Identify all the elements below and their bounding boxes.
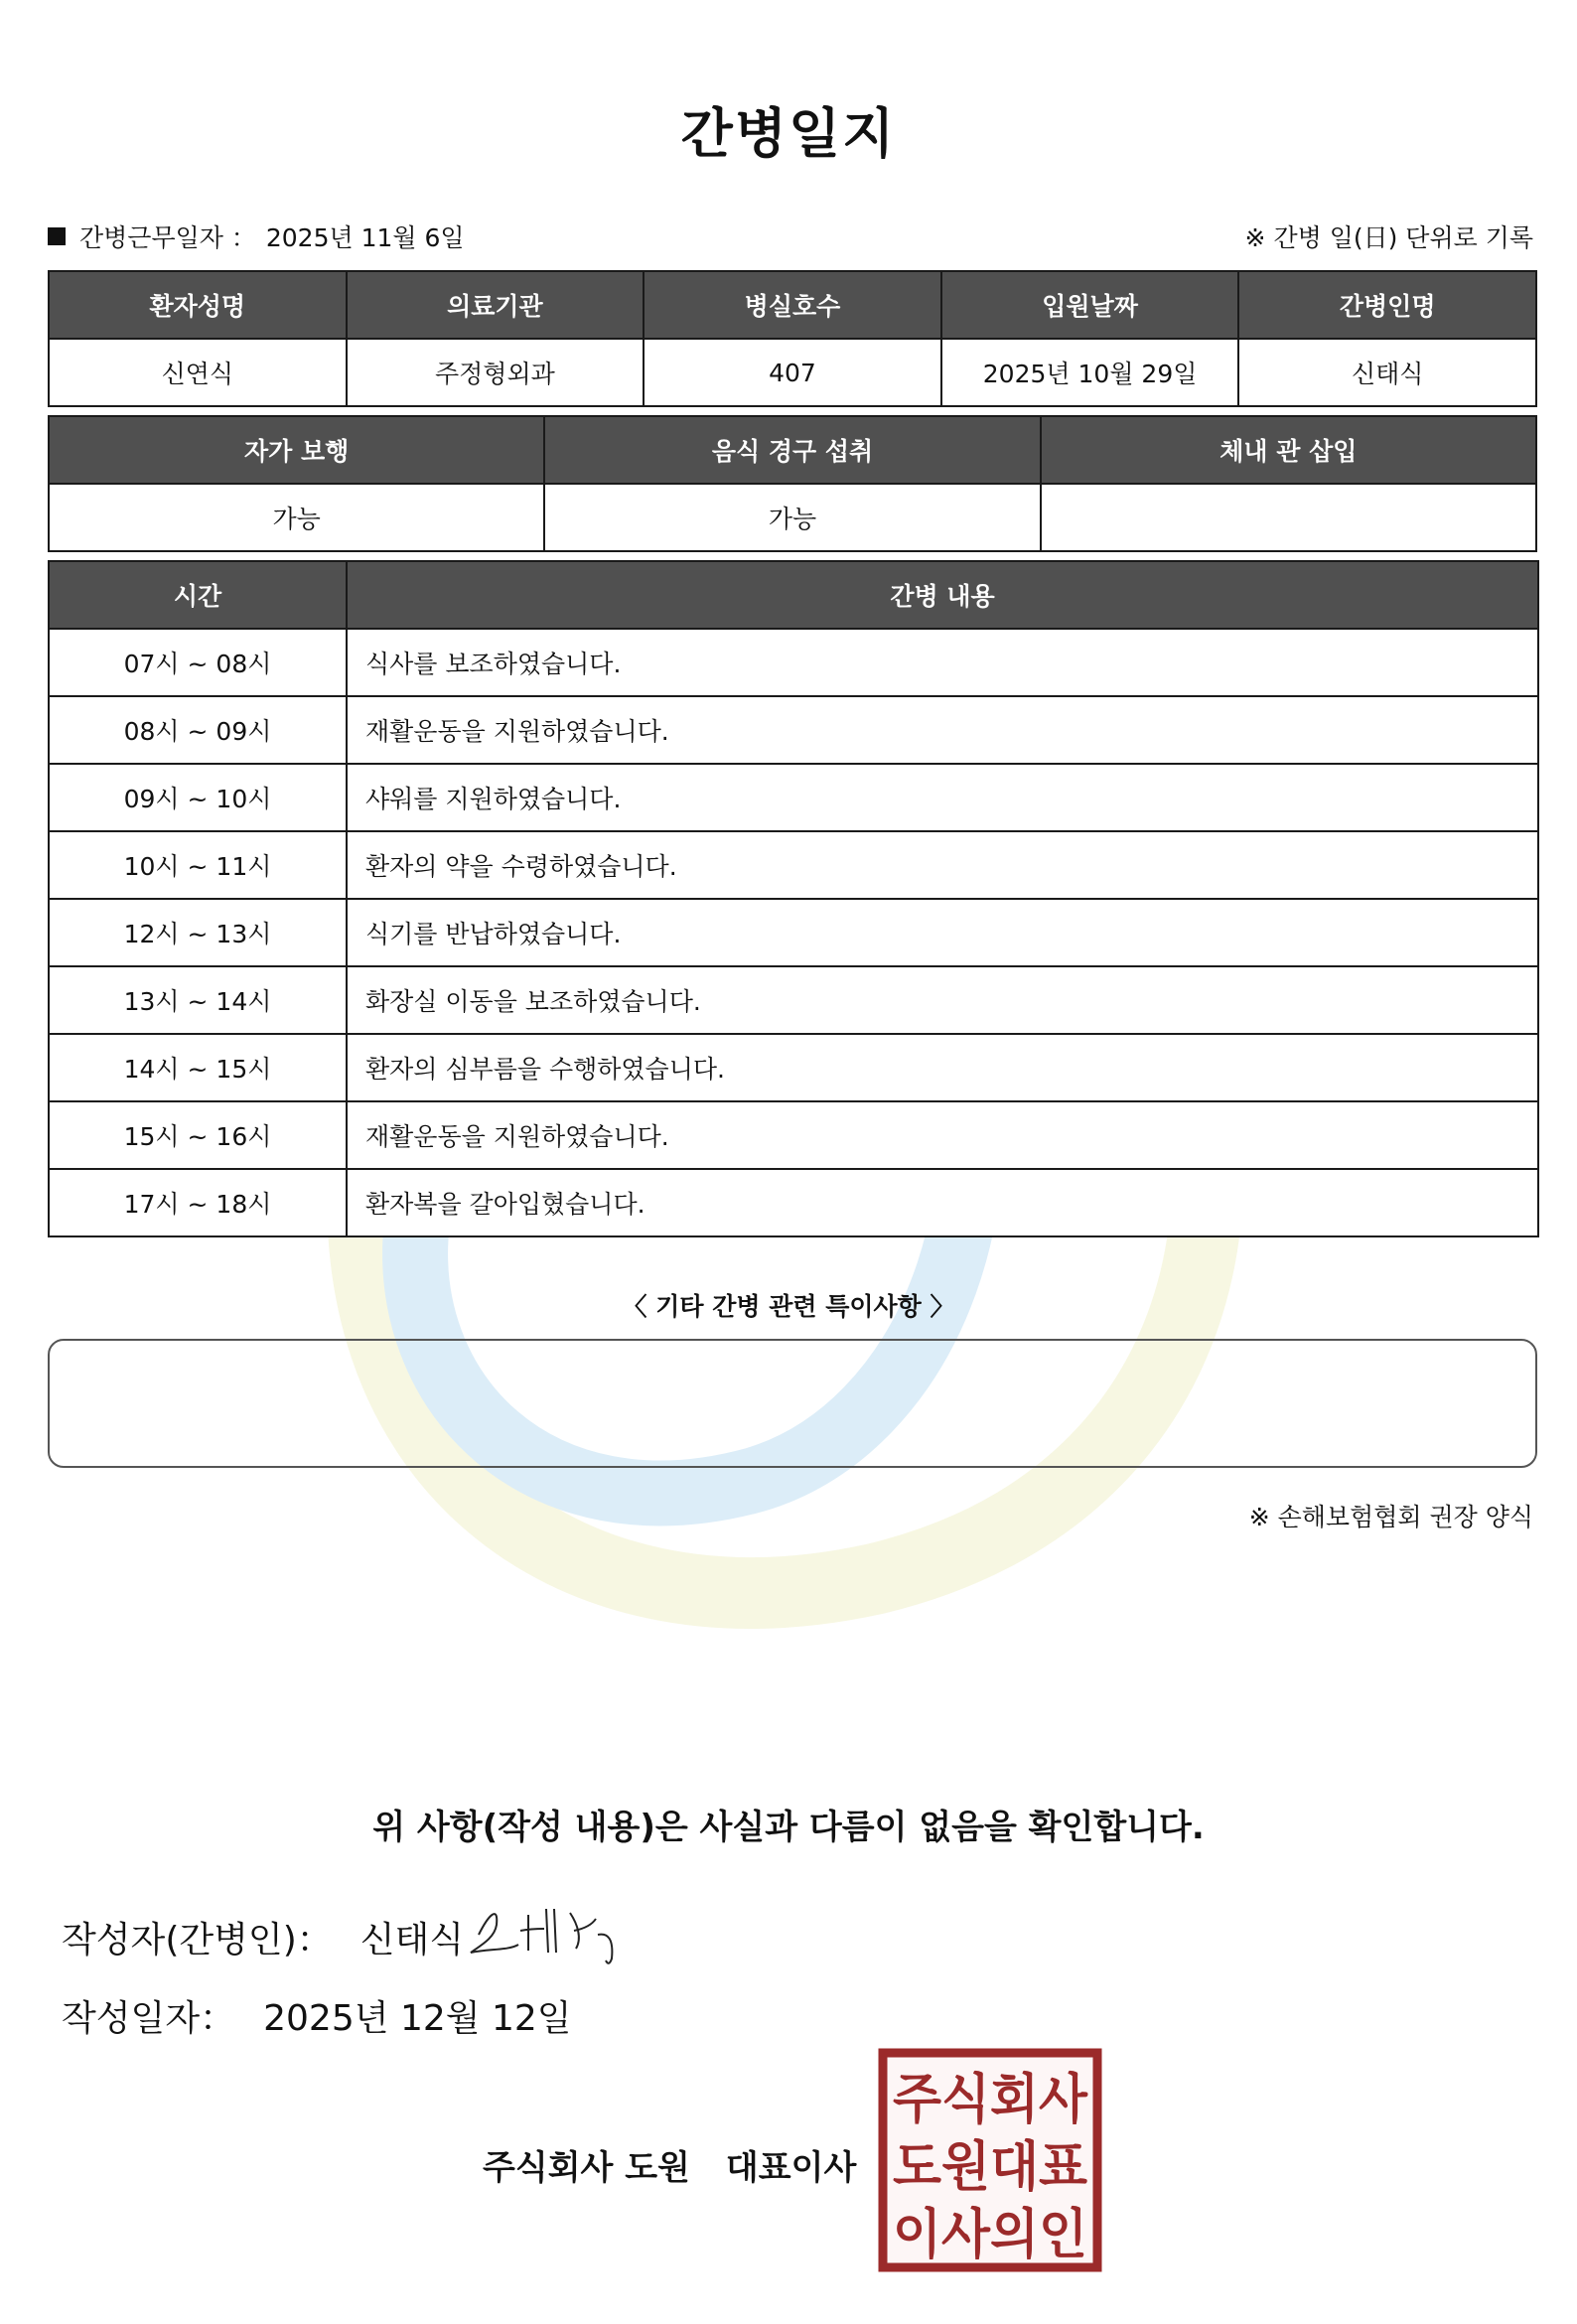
remarks-box xyxy=(48,1339,1537,1468)
written-date-label: 작성일자： xyxy=(62,1998,236,2039)
table-row xyxy=(49,831,1538,899)
care-time: 10시 ~ 11시 xyxy=(49,831,347,899)
room-number: 407 xyxy=(644,339,941,406)
company-role: 대표이사 xyxy=(725,2148,857,2188)
header-admission-date: 입원날짜 xyxy=(941,271,1239,339)
signature-graphic xyxy=(459,1895,647,1966)
care-content: 식기를 반납하였습니다. xyxy=(347,899,1538,966)
writer-name: 신태식 xyxy=(359,1920,465,1961)
form-note: ※ 손해보험협회 권장 양식 xyxy=(1248,1503,1533,1531)
header-room: 병실호수 xyxy=(644,271,941,339)
company-seal xyxy=(878,2048,1102,2272)
patient-table xyxy=(48,270,1537,407)
care-header-row xyxy=(49,561,1538,629)
oral-intake-status: 가능 xyxy=(544,484,1040,551)
writer-line xyxy=(62,1912,464,1962)
header-walking: 자가 보행 xyxy=(49,416,544,484)
care-time: 07시 ~ 08시 xyxy=(49,629,347,696)
patient-header-row xyxy=(49,271,1536,339)
confirmation-statement: 위 사항(작성 내용)은 사실과 다름이 없음을 확인합니다. xyxy=(372,1808,1205,1847)
care-table xyxy=(48,560,1539,1237)
care-time: 08시 ~ 09시 xyxy=(49,696,347,764)
care-content: 식사를 보조하였습니다. xyxy=(347,629,1538,696)
header-care-content: 간병 내용 xyxy=(347,561,1538,629)
care-content: 재활운동을 지원하였습니다. xyxy=(347,696,1538,764)
header-patient-name: 환자성명 xyxy=(49,271,347,339)
care-content: 재활운동을 지원하였습니다. xyxy=(347,1101,1538,1169)
status-header-row xyxy=(49,416,1536,484)
care-time: 09시 ~ 10시 xyxy=(49,764,347,831)
duty-date-value: 2025년 11월 6일 xyxy=(265,223,465,252)
care-time: 13시 ~ 14시 xyxy=(49,966,347,1034)
care-content: 샤워를 지원하였습니다. xyxy=(347,764,1538,831)
writer-label: 작성자(간병인)： xyxy=(62,1920,333,1961)
table-row xyxy=(49,764,1538,831)
patient-name: 신연식 xyxy=(49,339,347,406)
seal-line-3: 이사의인 xyxy=(893,2203,1087,2265)
table-row xyxy=(49,1101,1538,1169)
care-time: 17시 ~ 18시 xyxy=(49,1169,347,1236)
table-row xyxy=(49,696,1538,764)
table-row xyxy=(49,966,1538,1034)
tube-insertion-status xyxy=(1041,484,1536,551)
table-row xyxy=(49,1034,1538,1101)
care-time: 14시 ~ 15시 xyxy=(49,1034,347,1101)
header-time: 시간 xyxy=(49,561,347,629)
table-row xyxy=(49,1169,1538,1236)
company-line xyxy=(483,2140,856,2189)
care-content: 환자의 약을 수령하였습니다. xyxy=(347,831,1538,899)
care-time: 15시 ~ 16시 xyxy=(49,1101,347,1169)
written-date-line xyxy=(62,1990,572,2041)
admission-date: 2025년 10월 29일 xyxy=(941,339,1239,406)
company-name: 주식회사 도원 xyxy=(483,2148,690,2188)
care-time: 12시 ~ 13시 xyxy=(49,899,347,966)
page-title: 간병일지 xyxy=(680,102,897,165)
hospital: 주정형외과 xyxy=(347,339,645,406)
header-hospital: 의료기관 xyxy=(347,271,645,339)
seal-line-2: 도원대표 xyxy=(893,2135,1087,2198)
remarks-title: 〈 기타 간병 관련 특이사항 〉 xyxy=(622,1292,955,1321)
unit-note: ※ 간병 일(日) 단위로 기록 xyxy=(1244,223,1533,252)
square-bullet-icon xyxy=(48,227,66,245)
patient-value-row xyxy=(49,339,1536,406)
header-caregiver-name: 간병인명 xyxy=(1238,271,1536,339)
table-row xyxy=(49,629,1538,696)
caregiver-name: 신태식 xyxy=(1238,339,1536,406)
duty-date xyxy=(48,218,465,254)
header-tube-insertion: 체내 관 삽입 xyxy=(1041,416,1536,484)
seal-line-1: 주식회사 xyxy=(893,2068,1088,2130)
written-date-value: 2025년 12월 12일 xyxy=(263,1998,572,2039)
status-value-row xyxy=(49,484,1536,551)
care-content: 환자복을 갈아입혔습니다. xyxy=(347,1169,1538,1236)
care-content: 환자의 심부름을 수행하였습니다. xyxy=(347,1034,1538,1101)
duty-date-label: 간병근무일자 ： xyxy=(79,223,256,252)
table-row xyxy=(49,899,1538,966)
header-oral-intake: 음식 경구 섭취 xyxy=(544,416,1040,484)
walking-status: 가능 xyxy=(49,484,544,551)
care-content: 화장실 이동을 보조하였습니다. xyxy=(347,966,1538,1034)
status-table xyxy=(48,415,1537,552)
